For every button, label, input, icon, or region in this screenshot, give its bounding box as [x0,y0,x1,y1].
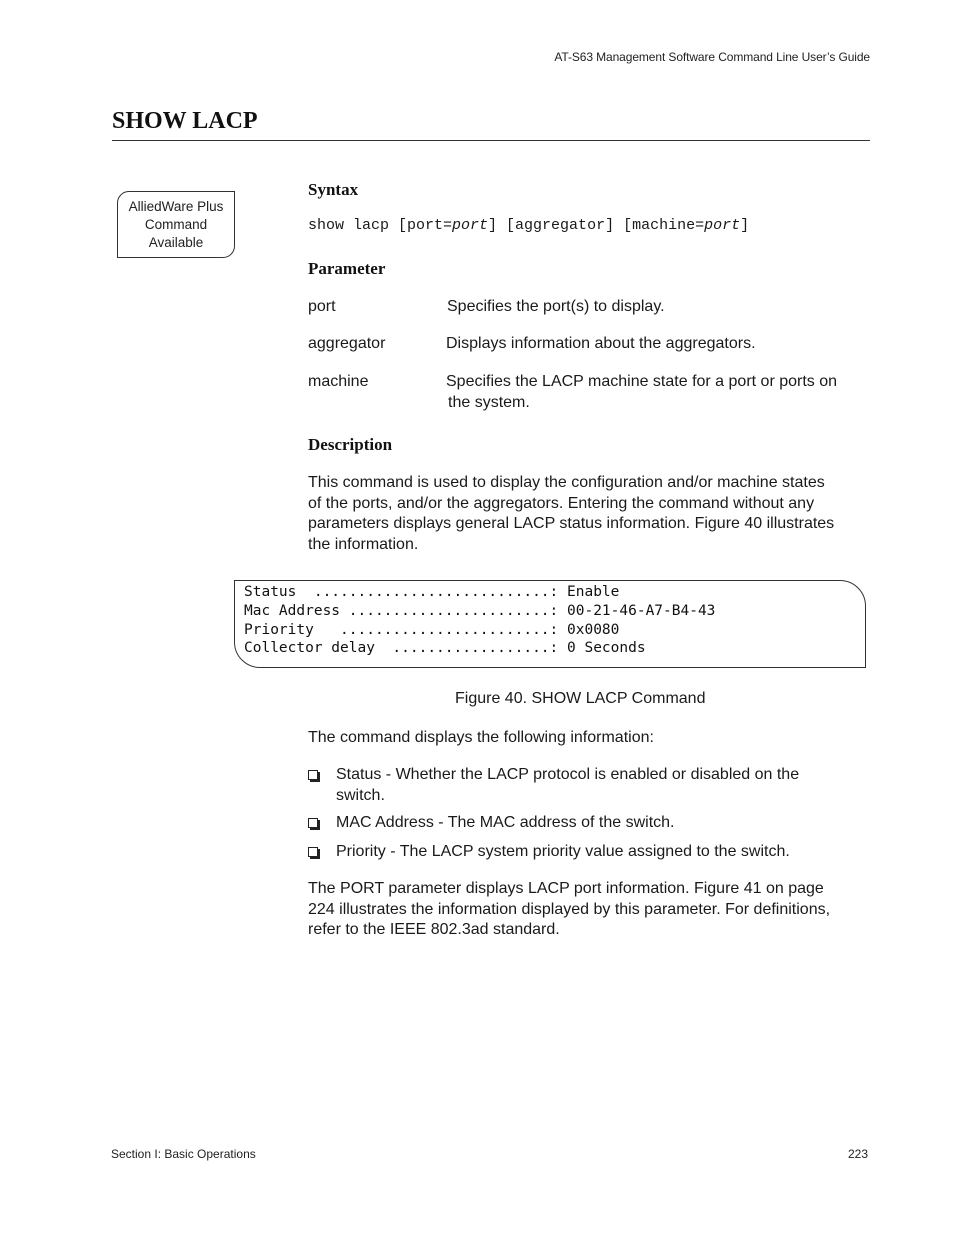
param-name-aggregator: aggregator [308,335,386,352]
info-intro: The command displays the following information: [308,729,654,746]
description-line-2: of the ports, and/or the aggregators. Entering the command without any [308,494,815,512]
syntax-part-5: ] [740,217,750,234]
param-name-machine: machine [308,373,369,390]
badge-line-3: Available [148,235,204,250]
bullet-item-priority: Priority - The LACP system priority value assigned to the switch. [336,843,790,860]
bullet-item-status [336,765,876,806]
closing-line-2: 224 illustrates the information displayed by this parameter. For definitions, [308,900,831,918]
page-title: SHOW LACP [112,108,258,134]
syntax-heading: Syntax [308,180,359,199]
figure-caption: Figure 40. SHOW LACP Command [455,690,706,707]
closing-paragraph [308,879,878,941]
description-line-4: the information. [308,535,419,553]
figure-line-priority: Priority ........................: 0x0080 [244,622,620,638]
bullet-box-icon [308,770,318,783]
badge-line-2: Command [144,217,208,232]
param-desc-port: Specifies the port(s) to display. [447,298,665,315]
syntax-part-2: port [452,217,489,234]
description-heading: Description [308,435,393,454]
parameter-heading: Parameter [308,259,386,278]
syntax-part-4: port [704,217,741,234]
description-line-1: This command is used to display the configuration and/or machine states [308,474,825,491]
syntax-command [308,217,749,234]
footer-page-number: 223 [847,1147,868,1161]
param-desc-aggregator: Displays information about the aggregators. [446,335,756,352]
badge-line-1: AlliedWare Plus [128,199,224,214]
closing-line-3: refer to the IEEE 802.3ad standard. [308,921,560,938]
alliedware-badge [117,191,235,258]
syntax-part-1: show lacp [port= [308,217,453,234]
bullet-item-mac: MAC Address - The MAC address of the switch. [336,814,675,831]
param-desc-machine-1: Specifies the LACP machine state for a port or ports on [446,373,838,390]
figure-line-mac: Mac Address .......................: 00-21-46-A7-B4-43 [244,603,716,619]
footer-section: Section I: Basic Operations [111,1147,256,1161]
figure-line-status: Status ...........................: Enable [244,584,620,600]
param-name-port: port [308,298,336,315]
description-paragraph [308,473,878,555]
description-line-3: parameters displays general LACP status information. Figure 40 illustrates [308,515,835,532]
bullet-box-icon [308,847,318,860]
bullet-status-line-1: Status - Whether the LACP protocol is enabled or disabled on the [336,766,800,783]
running-header: AT-S63 Management Software Command Line User’s Guide [554,50,870,64]
figure-line-collector: Collector delay ..................: 0 Seconds [244,640,646,656]
syntax-part-3: ] [aggregator] [machine= [488,217,705,234]
bullet-status-line-2: switch. [336,786,385,804]
param-desc-machine-2: the system. [448,394,530,411]
bullet-box-icon [308,818,318,831]
title-rule [112,140,870,141]
closing-line-1: The PORT parameter displays LACP port information. Figure 41 on page [308,880,824,897]
